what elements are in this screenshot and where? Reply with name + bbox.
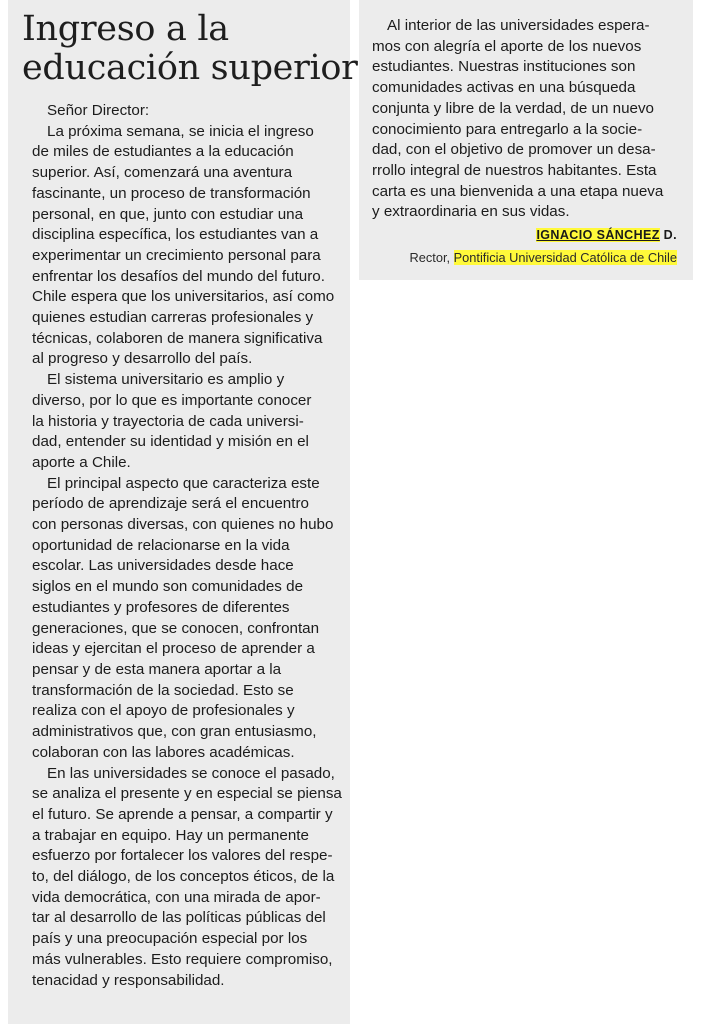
text-line: rrollo integral de nuestros habitantes. Esta <box>372 161 657 179</box>
text-line: quienes estudian carreras profesionales y <box>32 309 314 327</box>
text-line: tenacidad y responsabilidad. <box>32 971 225 989</box>
text-line: tar al desarrollo de las políticas públicas del <box>32 909 326 927</box>
text-line: dad, entender su identidad y misión en el <box>32 433 309 451</box>
headline-line: educación superior <box>22 48 358 88</box>
text-line: siglos en el mundo son comunidades de <box>32 578 304 596</box>
text-line: La próxima semana, se inicia el ingreso <box>47 122 314 140</box>
text-line: personal, en que, junto con estudiar una <box>32 205 304 223</box>
text-line: Señor Director: <box>47 102 150 119</box>
text-line: con personas diversas, con quienes no hubo <box>32 516 334 534</box>
text-line: transformación de la sociedad. Esto se <box>32 681 294 699</box>
signer-affiliation <box>410 250 677 265</box>
text-line: aporte a Chile. <box>32 453 131 471</box>
letter-body-right <box>372 16 663 223</box>
text-line: a trabajar en equipo. Hay un permanente <box>32 826 309 844</box>
headline-line: Ingreso a la <box>22 9 229 49</box>
text-line: conocimiento para entregarlo a la socie- <box>372 120 643 138</box>
text-line: conjunta y libre de la verdad, de un nuevo <box>372 99 655 117</box>
text-line: estudiantes y profesores de diferentes <box>32 598 290 616</box>
text-line: El principal aspecto que caracteriza este <box>47 474 320 492</box>
text-line: al progreso y desarrollo del país. <box>32 350 253 368</box>
signature <box>536 228 677 242</box>
text-line: pensar y de esta manera aportar a la <box>32 660 282 678</box>
text-line: el futuro. Se aprende a pensar, a compartir y <box>32 805 333 823</box>
text-line: período de aprendizaje será el encuentro <box>32 495 309 513</box>
article-headline <box>22 9 358 88</box>
text-line: Chile espera que los universitarios, así como <box>32 288 335 306</box>
text-line: estudiantes. Nuestras instituciones son <box>372 58 636 76</box>
text-line: colaboran con las labores académicas. <box>32 743 295 761</box>
text-line: oportunidad de relacionarse en la vida <box>32 536 290 554</box>
text-line: diverso, por lo que es importante conocer <box>32 391 312 409</box>
text-line: fascinante, un proceso de transformación <box>32 184 311 202</box>
signature-name: IGNACIO SÁNCHEZ <box>536 228 660 242</box>
signer-role: Rector, <box>409 250 454 265</box>
text-line: ideas y ejercitan el proceso de aprender a <box>32 640 315 658</box>
text-line: superior. Así, comenzará una aventura <box>32 164 293 182</box>
text-line: la historia y trayectoria de cada universi- <box>32 412 304 430</box>
text-line: realiza con el apoyo de profesionales y <box>32 702 295 720</box>
text-line: se analiza el presente y en especial se piensa <box>32 785 342 803</box>
text-line: disciplina específica, los estudiantes van a <box>32 226 319 244</box>
text-line: técnicas, colaboren de manera significativa <box>32 329 323 347</box>
text-line: administrativos que, con gran entusiasmo, <box>32 723 317 741</box>
text-line: enfrentar los desafíos del mundo del futuro. <box>32 267 325 285</box>
text-line: Al interior de las universidades espera- <box>387 17 650 34</box>
text-line: escolar. Las universidades desde hace <box>32 557 294 575</box>
text-line: comunidades activas en una búsqueda <box>372 79 636 97</box>
text-line: vida democrática, con una mirada de apor- <box>32 888 321 906</box>
text-line: experimentar un crecimiento personal para <box>32 246 321 264</box>
text-line: y extraordinaria en sus vidas. <box>372 203 570 221</box>
signature-suffix: D. <box>659 228 677 242</box>
text-line: de miles de estudiantes a la educación <box>32 143 294 161</box>
text-line: más vulnerables. Esto requiere compromiso, <box>32 950 333 968</box>
text-line: mos con alegría el aporte de los nuevos <box>372 37 642 55</box>
text-line: generaciones, que se conocen, confrontan <box>32 619 320 637</box>
letter-body-left <box>32 101 342 991</box>
signer-institution: Pontificia Universidad Católica de Chile <box>453 250 677 265</box>
text-line: esfuerzo por fortalecer los valores del respe- <box>32 847 333 865</box>
text-line: dad, con el objetivo de promover un desa- <box>372 141 656 159</box>
text-line: En las universidades se conoce el pasado, <box>47 764 335 782</box>
text-line: to, del diálogo, de los conceptos éticos, de la <box>32 868 335 886</box>
text-line: país y una preocupación especial por los <box>32 930 308 948</box>
text-line: El sistema universitario es amplio y <box>47 371 285 389</box>
text-line: carta es una bienvenida a una etapa nueva <box>372 182 664 200</box>
